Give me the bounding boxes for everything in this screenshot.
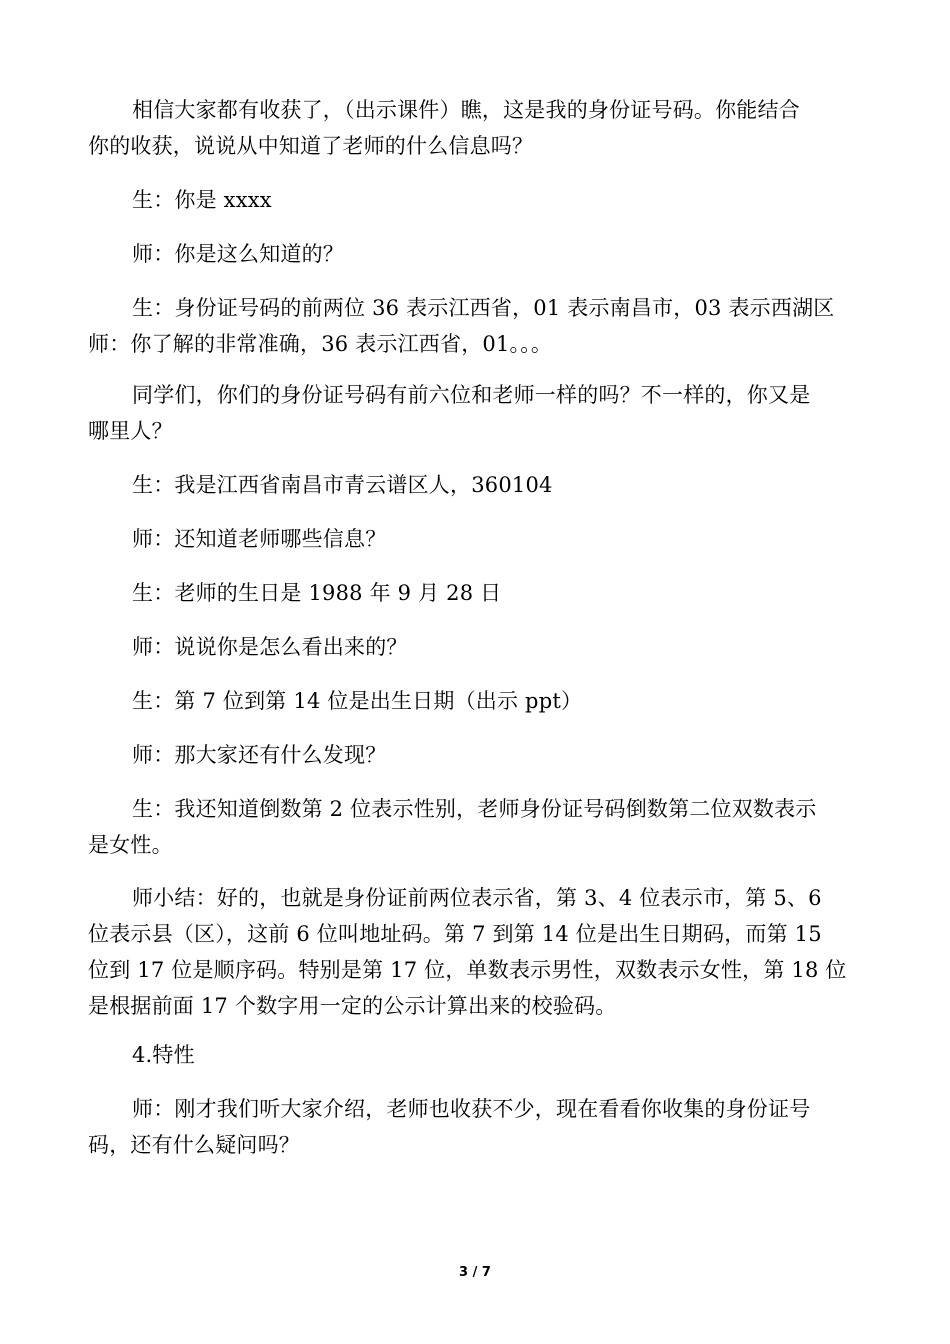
text-line: 位表示县（区），这前 6 位叫地址码。第 7 到第 14 位是出生日期码，而第 15 [88,922,822,946]
text-line: 生：我是江西省南昌市青云谱区人，360104 [132,473,553,497]
text-line: 是根据前面 17 个数字用一定的公示计算出来的校验码。 [88,994,617,1018]
text-line: 师：你了解的非常准确，36 表示江西省，01。。。 [88,332,553,356]
paragraph-intro [88,92,858,164]
paragraph-student-digits [88,683,858,719]
text-line: 你的收获，说说从中知道了老师的什么信息吗？ [88,134,534,158]
paragraph-student-explain [88,290,858,362]
text-line: 位到 17 位是顺序码。特别是第 17 位，单数表示男性，双数表示女性，第 18 位 [88,958,847,982]
text-line: 生：身份证号码的前两位 36 表示江西省，01 表示南昌市，03 表示西湖区 [132,296,835,320]
text-line: 师：刚才我们听大家介绍，老师也收获不少，现在看看你收集的身份证号 [132,1097,811,1121]
text-line: 生：老师的生日是 1988 年 9 月 28 日 [132,581,502,605]
text-line: 师：说说你是怎么看出来的？ [132,635,408,659]
text-line: 师：那大家还有什么发现？ [132,743,387,767]
paragraph-student-gender [88,791,858,863]
paragraph-teacher-question [88,236,858,272]
text-line: 师：还知道老师哪些信息？ [132,527,387,551]
paragraph-teacher-discovery [88,737,858,773]
page-number: 3 / 7 [459,1265,491,1280]
text-line: 码，还有什么疑问吗？ [88,1133,300,1157]
paragraph-student-origin [88,467,858,503]
paragraph-student-answer [88,182,858,218]
text-line: 是女性。 [88,833,173,857]
text-line: 哪里人？ [88,419,173,443]
paragraph-teacher-info [88,521,858,557]
paragraph-classmates [88,377,858,449]
text-line: 同学们，你们的身份证号码有前六位和老师一样的吗？不一样的，你又是 [132,383,811,407]
text-line: 4.特性 [132,1043,195,1067]
text-line: 生：我还知道倒数第 2 位表示性别，老师身份证号码倒数第二位双数表示 [132,797,817,821]
paragraph-teacher-summary [88,880,858,1024]
section-heading-features [88,1037,858,1073]
paragraph-teacher-how [88,629,858,665]
text-line: 相信大家都有收获了，（出示课件）瞧，这是我的身份证号码。你能结合 [132,98,800,122]
text-line: 生：你是 xxxx [132,188,272,212]
paragraph-student-birthday [88,575,858,611]
text-line: 师小结：好的，也就是身份证前两位表示省，第 3、4 位表示市，第 5、6 [132,886,822,910]
text-line: 师：你是这么知道的？ [132,242,344,266]
paragraph-teacher-closing [88,1091,858,1163]
text-line: 生：第 7 位到第 14 位是出生日期（出示 ppt） [132,689,583,713]
